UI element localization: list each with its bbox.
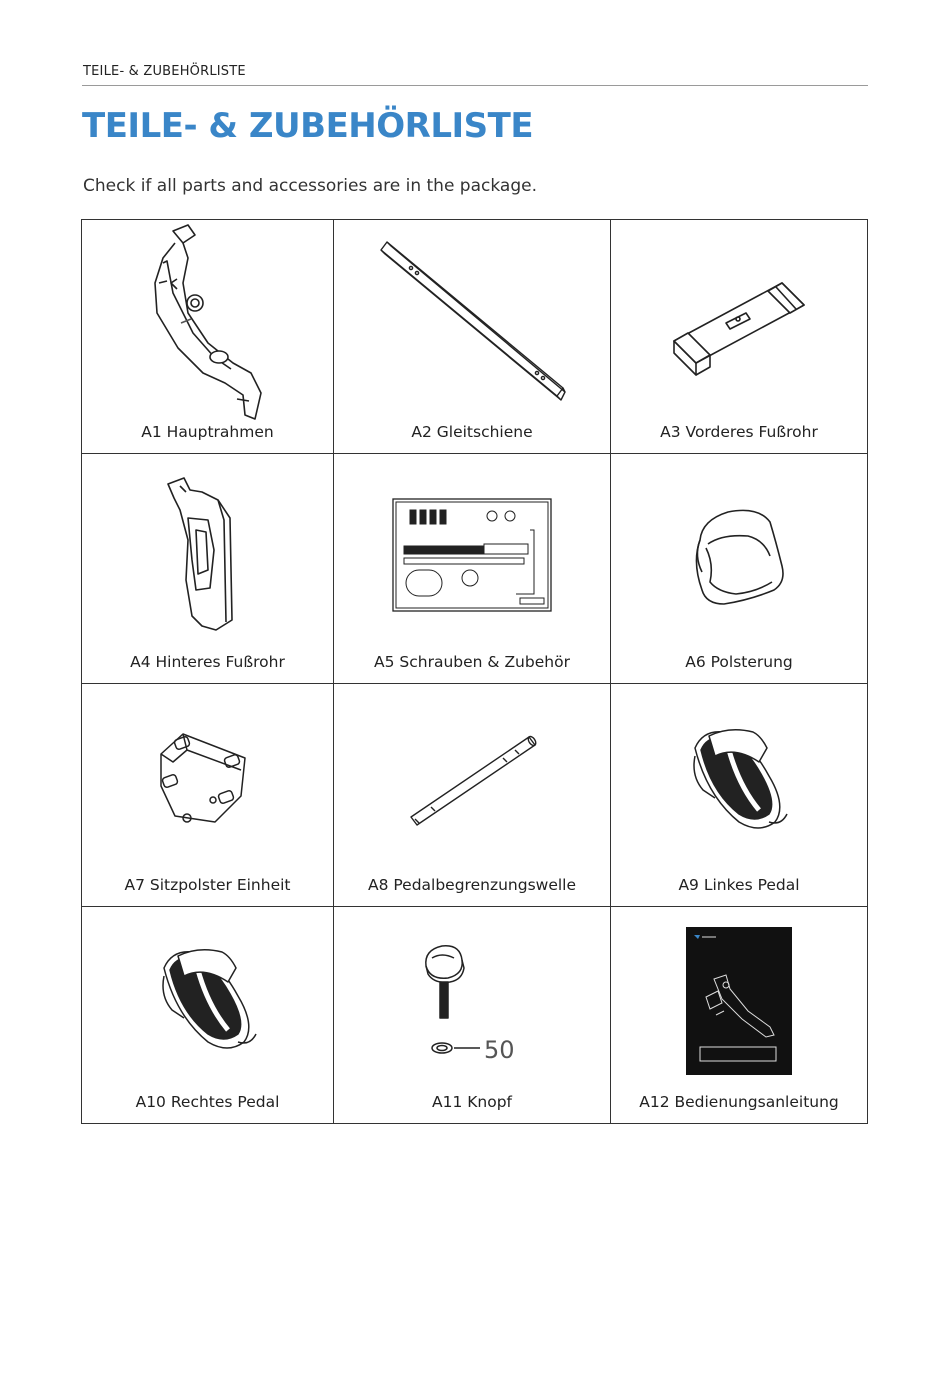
seat-pad-icon	[684, 500, 794, 610]
hardware-card-icon	[392, 498, 552, 612]
part-label: A8 Pedalbegrenzungswelle	[367, 876, 577, 894]
part-label: A9 Linkes Pedal	[678, 876, 800, 894]
header-rule	[82, 85, 868, 86]
part-label: A5 Schrauben & Zubehör	[374, 653, 570, 671]
part-label: A12 Bedienungsanleitung	[639, 1093, 839, 1111]
part-cell-a7	[82, 684, 334, 907]
part-cell-a12	[611, 907, 868, 1124]
part-cell-a3	[611, 220, 868, 454]
slide-rail-icon	[377, 238, 567, 408]
part-label: A6 Polsterung	[685, 653, 793, 671]
part-cell-a8	[334, 684, 611, 907]
rear-foot-tube-icon	[158, 470, 258, 640]
part-label: A7 Sitzpolster Einheit	[124, 876, 291, 894]
front-foot-tube-icon	[664, 263, 814, 383]
part-cell-a5	[334, 454, 611, 684]
seat-carriage-icon	[153, 726, 263, 836]
part-cell-a10	[82, 907, 334, 1124]
running-header: TEILE- & ZUBEHÖRLISTE	[83, 64, 246, 79]
right-pedal-icon	[158, 946, 258, 1056]
parts-table	[81, 219, 868, 1124]
pedal-shaft-icon	[407, 731, 537, 831]
intro-text: Check if all parts and accessories are in the package.	[83, 176, 537, 196]
knob-icon	[412, 936, 532, 1066]
part-cell-a9	[611, 684, 868, 907]
part-label: A4 Hinteres Fußrohr	[130, 653, 285, 671]
part-cell-a2	[334, 220, 611, 454]
part-label: A2 Gleitschiene	[411, 423, 533, 441]
main-frame-icon	[133, 223, 283, 423]
left-pedal-icon	[689, 726, 789, 836]
manual-icon	[686, 927, 792, 1075]
part-label: A11 Knopf	[431, 1093, 513, 1111]
part-cell-a11	[334, 907, 611, 1124]
page-title: TEILE- & ZUBEHÖRLISTE	[82, 106, 534, 146]
part-cell-a6	[611, 454, 868, 684]
part-cell-a4	[82, 454, 334, 684]
part-label: A1 Hauptrahmen	[141, 423, 274, 441]
part-label: A3 Vorderes Fußrohr	[660, 423, 818, 441]
part-cell-a1	[82, 220, 334, 454]
knob-annotation: 50	[484, 1036, 515, 1064]
part-label: A10 Rechtes Pedal	[135, 1093, 280, 1111]
